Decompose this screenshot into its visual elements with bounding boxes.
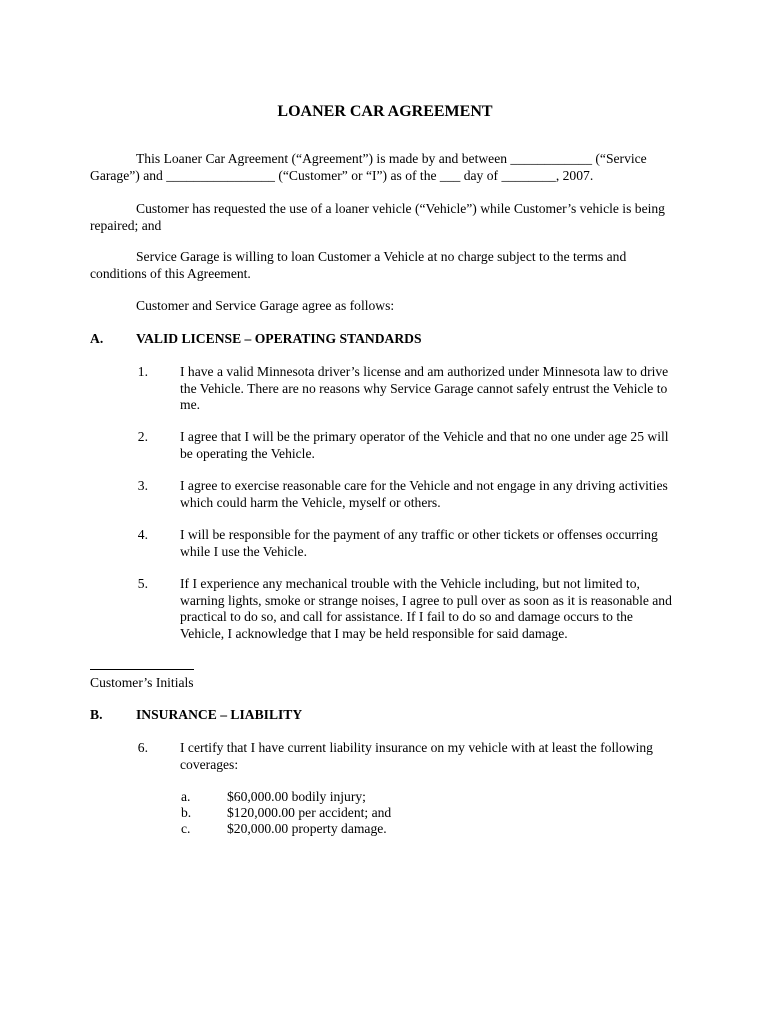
list-item-text: I will be responsible for the payment of any traffic or other tickets or offenses occurring while I use the Vehicle.	[180, 527, 658, 559]
list-item-number: 5.	[137, 576, 148, 591]
list-item-number: 6.	[137, 740, 148, 755]
section-a-title: VALID LICENSE – OPERATING STANDARDS	[136, 331, 422, 346]
coverage-text: $20,000.00 property damage.	[227, 821, 387, 836]
document-title: LOANER CAR AGREEMENT	[277, 103, 493, 120]
section-b-title: INSURANCE – LIABILITY	[136, 707, 303, 722]
list-item-number: 1.	[137, 364, 148, 379]
coverage-letter: a.	[181, 789, 191, 804]
coverage-letter: b.	[181, 805, 192, 820]
intro-paragraph-parties: This Loaner Car Agreement (“Agreement”) is made by and between ____________ (“Service Garage”) and ________________ (“Customer” or “I”) as of the ___ day of ________, 2007.	[90, 151, 647, 183]
intro-paragraph-request: Customer has requested the use of a loaner vehicle (“Vehicle”) while Customer’s vehicle is being repaired; and	[90, 201, 665, 233]
list-item-text: If I experience any mechanical trouble with the Vehicle including, but not limited to, warning lights, smoke or strange noises, I agree to pull over as soon as it is reasonable and practical to do so, and call for assistance. If I fail to do so and damage occurs to the Vehicle, I acknowledge that I may be held responsible for said damage.	[180, 576, 672, 641]
initials-signature-line[interactable]	[90, 669, 194, 670]
coverage-letter: c.	[181, 821, 191, 836]
intro-paragraph-agree: Customer and Service Garage agree as follows:	[136, 298, 395, 313]
section-a-letter: A.	[90, 331, 104, 346]
coverage-text: $120,000.00 per accident; and	[227, 805, 392, 820]
list-item-text: I agree that I will be the primary operator of the Vehicle and that no one under age 25 will be operating the Vehicle.	[180, 429, 669, 461]
list-item-number: 4.	[137, 527, 148, 542]
list-item-text: I certify that I have current liability insurance on my vehicle with at least the following coverages:	[180, 740, 653, 772]
list-item-number: 2.	[137, 429, 148, 444]
list-item-number: 3.	[137, 478, 148, 493]
list-item-text: I have a valid Minnesota driver’s license and am authorized under Minnesota law to drive the Vehicle. There are no reasons why Service Garage cannot safely entrust the Vehicle to me.	[180, 364, 669, 412]
initials-label: Customer’s Initials	[90, 675, 194, 690]
section-b-letter: B.	[90, 707, 103, 722]
intro-paragraph-willing: Service Garage is willing to loan Customer a Vehicle at no charge subject to the terms and conditions of this Agreement.	[90, 249, 627, 281]
coverage-text: $60,000.00 bodily injury;	[227, 789, 366, 804]
list-item-text: I agree to exercise reasonable care for the Vehicle and not engage in any driving activities which could harm the Vehicle, myself or others.	[180, 478, 668, 510]
